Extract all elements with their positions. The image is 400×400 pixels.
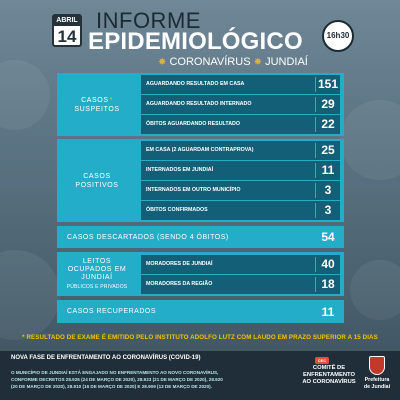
group-descartados	[57, 226, 344, 248]
value: 18	[321, 277, 335, 291]
group-suspeitos	[57, 73, 344, 136]
prefeitura-name: Prefeitura de Jundiaí	[363, 377, 391, 390]
prefeitura-crest-icon	[369, 356, 385, 375]
asterisk-icon: *	[109, 96, 113, 104]
subtitle	[158, 56, 308, 69]
virus-icon: ✸	[253, 57, 262, 68]
subtitle-jundiai: JUNDIAÍ	[265, 56, 308, 68]
value: 11	[321, 163, 335, 177]
row-positivo-outro-municipio: INTERNADOS EM OUTRO MUNICÍPIO 3	[141, 181, 340, 200]
footnote: * RESULTADO DE EXAME É EMITIDO PELO INSTITUTO ADOLFO LUTZ COM LAUDO EM PRAZO SUPERIOR A 15 DIAS	[22, 334, 378, 341]
subtitle-coronavirus: CORONAVÍRUS	[169, 56, 251, 68]
group-leitos	[57, 252, 344, 296]
group-positivos	[57, 139, 344, 222]
value: 3	[324, 203, 332, 217]
descartados-value: 54	[321, 230, 335, 244]
group-suspeitos-label: CASOS* SUSPEITOS	[74, 96, 120, 113]
row-suspeito-casa: AGUARDANDO RESULTADO EM CASA 151	[141, 75, 340, 94]
recuperados-value: 11	[321, 304, 335, 319]
footer	[0, 351, 400, 400]
footer-headline: NOVA FASE DE ENFRENTAMENTO AO CORONAVÍRUS (COVID-19)	[11, 355, 201, 361]
virus-decoration	[0, 250, 60, 340]
row-positivo-internado-jundiai: INTERNADOS EM JUNDIAÍ 11	[141, 161, 340, 180]
footer-body: O MUNICÍPIO DE JUNDIAÍ ESTÁ ENGAJADO NO ENFRENTAMENTO AO NOVO CORONAVÍRUS, CONFORME DECRETOS 28.926 (24 DE MARÇO DE 2020), 28.923 (21 DE MARÇO DE 2020), 28.920 (20 DE MARÇO DE 2020), 28.910 (16 DE MARÇO DE 2020) E 28.909 (13 DE MARÇO DE 2020).	[11, 370, 223, 389]
value: 25	[321, 143, 335, 157]
value: 3	[324, 183, 332, 197]
descartados-label: CASOS DESCARTADOS (SENDO 4 ÓBITOS)	[67, 233, 229, 241]
row-positivo-casa: EM CASA (2 AGUARDAM CONTRAPROVA) 25	[141, 141, 340, 160]
virus-decoration	[340, 100, 400, 180]
value: 22	[321, 117, 335, 131]
calendar-icon	[52, 14, 82, 47]
calendar-month: ABRIL	[54, 16, 80, 26]
group-leitos-label: LEITOS OCUPADOS EM JUNDIAÍ PÚBLICOS E PRIVADOS	[66, 257, 128, 290]
row-suspeito-internado: AGUARDANDO RESULTADO INTERNADO 29	[141, 95, 340, 114]
row-leitos-jundiai: MORADORES DE JUNDIAÍ 40	[141, 255, 340, 274]
clock-icon	[322, 20, 354, 52]
row-positivo-obitos: ÓBITOS CONFIRMADOS 3	[141, 201, 340, 220]
virus-icon: ✸	[158, 57, 167, 68]
row-suspeito-obitos: ÓBITOS AGUARDANDO RESULTADO 22	[141, 115, 340, 134]
virus-decoration	[0, 60, 50, 130]
title-informe: INFORME	[96, 8, 201, 33]
value: 29	[321, 97, 335, 111]
virus-decoration	[350, 260, 400, 320]
title-epidemiologico: EPIDEMIOLÓGICO	[88, 28, 303, 55]
value: 151	[317, 77, 339, 91]
value: 40	[321, 257, 335, 271]
report-time: 16h30	[326, 31, 350, 40]
row-leitos-regiao: MORADORES DA REGIÃO 18	[141, 275, 340, 294]
committee-name: COMITÊ DE ENFRENTAMENTO AO CORONAVÍRUS	[302, 365, 356, 385]
recuperados-label: CASOS RECUPERADOS	[67, 308, 157, 315]
committee-logo: CEC	[315, 357, 329, 364]
group-positivos-label: CASOS POSITIVOS	[75, 172, 119, 189]
group-recuperados	[57, 300, 344, 323]
calendar-day: 14	[57, 27, 77, 46]
